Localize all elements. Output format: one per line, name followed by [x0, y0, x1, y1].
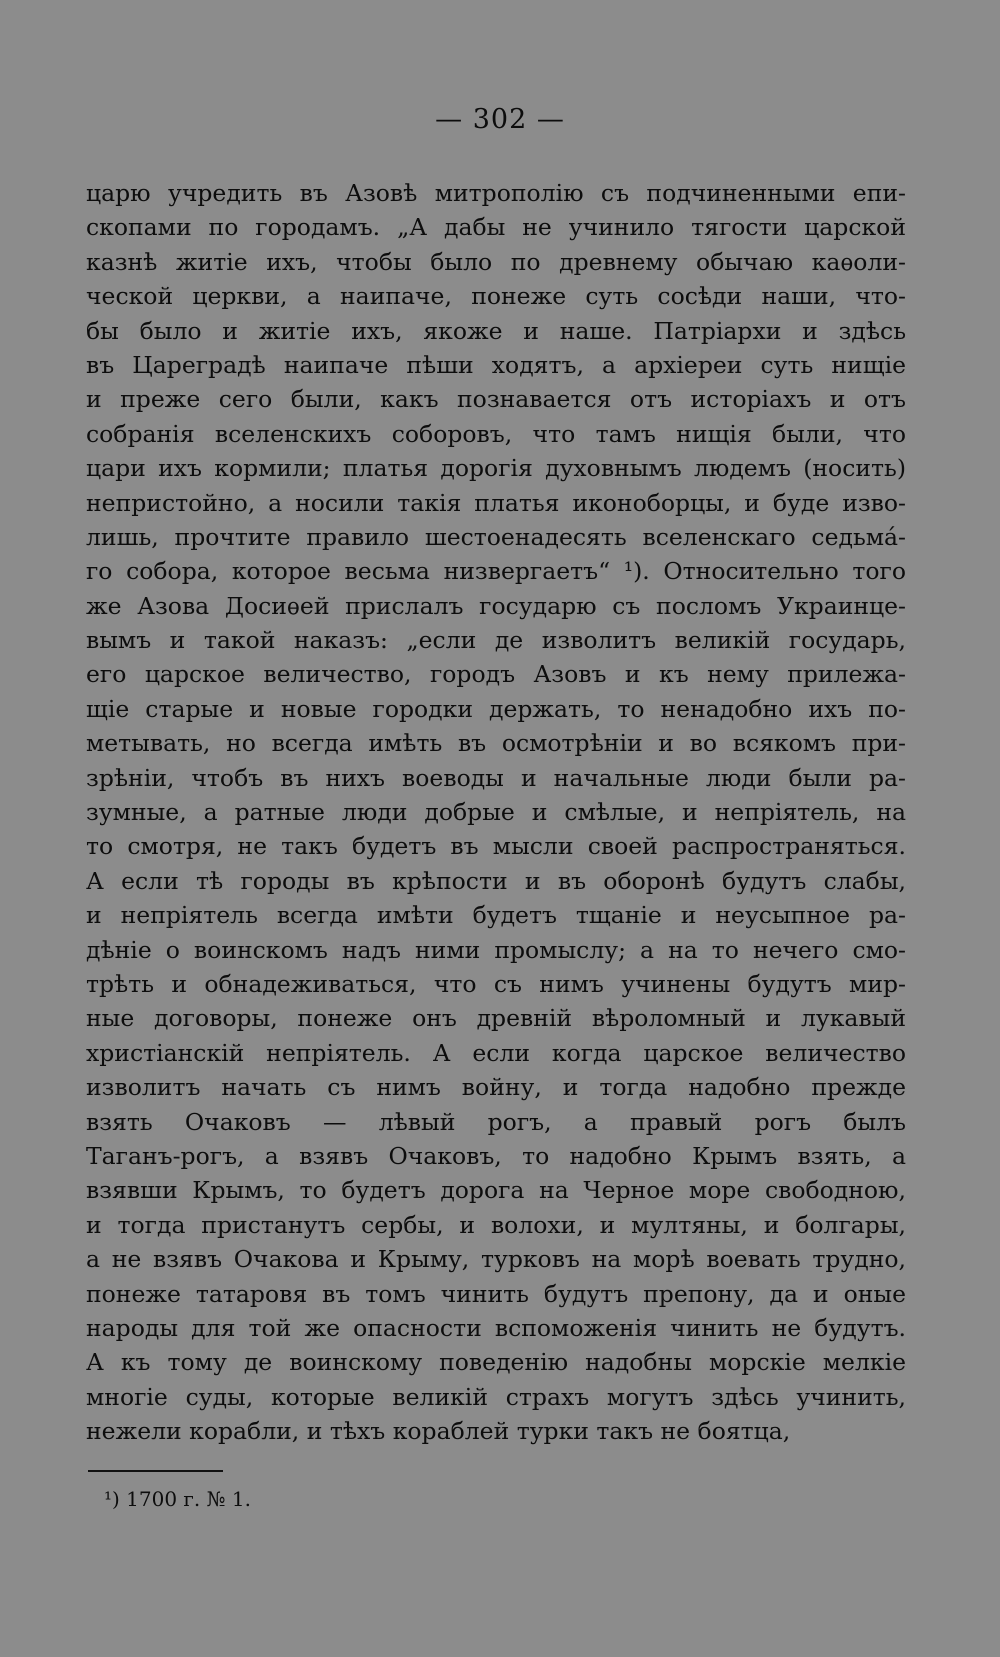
text-line: вымъ и такой наказъ: „если де изволитъ великій государь,	[86, 626, 906, 655]
text-line: взять Очаковъ — лѣвый рогъ, а правый рогъ былъ	[86, 1107, 906, 1136]
text-line: и непріятель всегда имѣти будетъ тщаніе и неусыпное ра-	[86, 901, 906, 930]
text-line: зрѣніи, чтобъ въ нихъ воеводы и начальные люди были ра-	[86, 763, 906, 792]
text-line: же Азова Досиѳей прислалъ государю съ посломъ Украинце-	[86, 591, 906, 620]
text-line: народы для той же опасности вспоможенія чинить не будутъ.	[86, 1313, 906, 1342]
text-line: и преже сего были, какъ познавается отъ исторіахъ и отъ	[86, 385, 906, 414]
text-line: го собора, которое весьма низвергаетъ“ ¹). Относительно того	[86, 557, 906, 586]
text-line: многіе суды, которые великій страхъ могутъ здѣсь учинить,	[86, 1382, 906, 1411]
footnote: ¹) 1700 г. № 1.	[104, 1487, 251, 1511]
text-line: дѣніе о воинскомъ надъ ними промыслу; а на то нечего смо-	[86, 935, 906, 964]
text-line: собранія вселенскихъ соборовъ, что тамъ нищія были, что	[86, 419, 906, 448]
text-line: скопами по городамъ. „А дабы не учинило тягости царской	[86, 213, 906, 242]
text-line: христіанскій непріятель. А если когда царское величество	[86, 1038, 906, 1067]
text-line: трѣть и обнадеживаться, что съ нимъ учинены будутъ мир-	[86, 969, 906, 998]
text-line: его царское величество, городъ Азовъ и къ нему прилежа-	[86, 660, 906, 689]
text-line: лишь, прочтите правило шестоенадесять вселенскаго седьма́-	[86, 522, 906, 551]
text-line: то смотря, не такъ будетъ въ мысли своей распространяться.	[86, 832, 906, 861]
text-line: ческой церкви, а наипаче, понеже суть сосѣди наши, что-	[86, 282, 906, 311]
text-line: царю учредить въ Азовѣ митрополію съ подчиненными епи-	[86, 179, 906, 207]
text-line: метывать, но всегда имѣть въ осмотрѣніи и во всякомъ при-	[86, 729, 906, 758]
text-line: изволитъ начать съ нимъ войну, и тогда надобно прежде	[86, 1073, 906, 1102]
text-line: цари ихъ кормили; платья дорогія духовнымъ людемъ (носить)	[86, 454, 906, 483]
text-line: А если тѣ городы въ крѣпости и въ оборонѣ будутъ слабы,	[86, 866, 906, 895]
text-line: ные договоры, понеже онъ древній вѣроломный и лукавый	[86, 1004, 906, 1033]
text-line: казнѣ житіе ихъ, чтобы было по древнему обычаю каѳоли-	[86, 247, 906, 276]
page-number: — 302 —	[435, 104, 565, 135]
text-line: нежели корабли, и тѣхъ кораблей турки такъ не боятца,	[86, 1417, 791, 1446]
text-line: непристойно, а носили такія платья иконоборцы, и буде изво-	[86, 488, 906, 517]
text-line: и тогда пристанутъ сербы, и волохи, и мултяны, и болгары,	[86, 1210, 906, 1239]
text-line: Таганъ-рогъ, а взявъ Очаковъ, то надобно Крымъ взять, а	[86, 1141, 906, 1170]
text-line: взявши Крымъ, то будетъ дорога на Черное море свободною,	[86, 1176, 906, 1205]
text-line: а не взявъ Очакова и Крыму, турковъ на морѣ воевать трудно,	[86, 1245, 906, 1274]
text-line: А къ тому де воинскому поведенію надобны морскіе мелкіе	[86, 1348, 906, 1377]
text-line: бы было и житіе ихъ, якоже и наше. Патріархи и здѣсь	[86, 316, 906, 345]
text-line: зумные, а ратные люди добрые и смѣлые, и непріятель, на	[86, 798, 906, 827]
text-line: въ Цареградѣ наипаче пѣши ходятъ, а архіереи суть нищіе	[86, 350, 906, 379]
footnote-rule	[88, 1470, 223, 1472]
text-line: щіе старые и новые городки держать, то ненадобно ихъ по-	[86, 694, 906, 723]
text-line: понеже татаровя въ томъ чинить будутъ препону, да и оные	[86, 1279, 906, 1308]
body-text	[86, 176, 906, 1448]
